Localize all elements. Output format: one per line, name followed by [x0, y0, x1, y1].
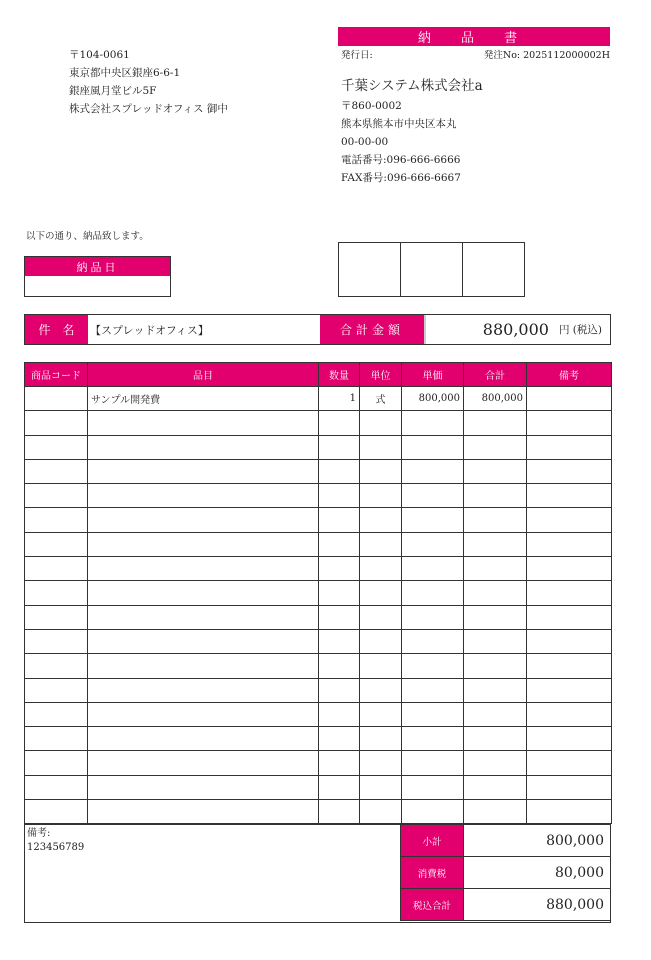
cell-item[interactable] — [88, 605, 319, 629]
cell-item[interactable] — [88, 727, 319, 751]
tax-value: 80,000 — [463, 857, 610, 888]
issuer-tel: 電話番号:096-666-6666 — [341, 154, 461, 166]
issuer-address: 熊本県熊本市中央区本丸 — [341, 118, 457, 130]
cell-quantity[interactable] — [319, 459, 360, 483]
cell-unit-price[interactable] — [402, 581, 464, 605]
cell-total[interactable] — [464, 508, 527, 532]
cell-remarks[interactable] — [527, 775, 612, 799]
cell-product-code[interactable] — [25, 581, 88, 605]
cell-remarks[interactable] — [527, 678, 612, 702]
cell-quantity[interactable] — [319, 629, 360, 653]
cell-quantity[interactable] — [319, 508, 360, 532]
cell-total[interactable] — [464, 581, 527, 605]
cell-remarks[interactable] — [527, 411, 612, 435]
table-row — [25, 727, 612, 751]
cell-unit-price[interactable] — [402, 775, 464, 799]
cell-remarks[interactable] — [527, 557, 612, 581]
issuer-fax: FAX番号:096-666-6667 — [341, 172, 461, 184]
cell-product-code[interactable] — [25, 678, 88, 702]
cell-unit-price[interactable]: 800,000 — [402, 387, 464, 411]
cell-quantity[interactable] — [319, 654, 360, 678]
cell-product-code[interactable] — [25, 800, 88, 824]
cell-item[interactable] — [88, 702, 319, 726]
cell-unit-price[interactable] — [402, 702, 464, 726]
delivery-date-label: 納品日 — [25, 257, 170, 276]
table-row — [25, 484, 612, 508]
stamp-boxes — [338, 242, 525, 297]
cell-unit[interactable] — [360, 605, 402, 629]
cell-item[interactable] — [88, 484, 319, 508]
issue-info-row — [341, 47, 610, 61]
header-quantity: 数量 — [319, 363, 360, 387]
tax-label: 消費税 — [401, 857, 463, 888]
header-total: 合計 — [464, 363, 527, 387]
cell-item[interactable] — [88, 557, 319, 581]
cell-unit[interactable] — [360, 654, 402, 678]
cell-remarks[interactable] — [527, 800, 612, 824]
cell-unit-price[interactable] — [402, 654, 464, 678]
delivery-date-value[interactable] — [25, 276, 170, 296]
cell-total[interactable] — [464, 484, 527, 508]
cell-quantity[interactable] — [319, 435, 360, 459]
items-body — [25, 387, 612, 824]
table-row — [25, 557, 612, 581]
stamp-box-3 — [462, 242, 525, 297]
cell-remarks[interactable] — [527, 581, 612, 605]
cell-product-code[interactable] — [25, 605, 88, 629]
cell-unit[interactable] — [360, 727, 402, 751]
summary-row-grand-total — [400, 888, 611, 921]
table-row — [25, 775, 612, 799]
delivery-date-box — [24, 256, 171, 297]
table-row — [25, 800, 612, 824]
cell-total[interactable] — [464, 727, 527, 751]
issuer-postal: 〒860-0002 — [341, 100, 402, 112]
table-row — [25, 387, 612, 411]
cell-item[interactable] — [88, 435, 319, 459]
table-row — [25, 508, 612, 532]
cell-unit[interactable] — [360, 775, 402, 799]
cell-total[interactable] — [464, 459, 527, 483]
order-number: 発注No: 2025112000002H — [483, 50, 610, 61]
cell-unit-price[interactable] — [402, 435, 464, 459]
cell-unit[interactable] — [360, 532, 402, 556]
cell-unit[interactable] — [360, 581, 402, 605]
cell-total[interactable]: 800,000 — [464, 387, 527, 411]
cell-quantity[interactable] — [319, 678, 360, 702]
recipient-postal: 〒104-0061 — [69, 49, 130, 61]
cell-unit-price[interactable] — [402, 411, 464, 435]
issue-date-label: 発行日: — [341, 50, 373, 61]
cell-total[interactable] — [464, 702, 527, 726]
cell-item[interactable] — [88, 532, 319, 556]
recipient-block — [69, 46, 228, 118]
document-title: 納 品 書 — [338, 27, 610, 46]
cell-item[interactable] — [88, 800, 319, 824]
cell-product-code[interactable] — [25, 532, 88, 556]
cell-unit[interactable] — [360, 459, 402, 483]
table-row — [25, 702, 612, 726]
cell-item[interactable] — [88, 459, 319, 483]
cell-item[interactable] — [88, 678, 319, 702]
cell-remarks[interactable] — [527, 387, 612, 411]
cell-product-code[interactable] — [25, 557, 88, 581]
cell-item[interactable] — [88, 629, 319, 653]
items-table — [24, 362, 612, 824]
items-header-row — [25, 363, 612, 387]
subject-label: 件名 — [25, 315, 88, 344]
cell-product-code[interactable] — [25, 727, 88, 751]
cell-product-code[interactable] — [25, 775, 88, 799]
header-item: 品目 — [88, 363, 319, 387]
cell-unit-price[interactable] — [402, 557, 464, 581]
total-amount-label: 合計金額 — [320, 315, 424, 344]
cell-unit[interactable]: 式 — [360, 387, 402, 411]
cell-item[interactable] — [88, 581, 319, 605]
cell-unit[interactable] — [360, 508, 402, 532]
cell-remarks[interactable] — [527, 751, 612, 775]
issuer-block — [341, 76, 483, 187]
cell-unit[interactable] — [360, 435, 402, 459]
cell-item[interactable] — [88, 775, 319, 799]
cell-remarks[interactable] — [527, 459, 612, 483]
cell-quantity[interactable] — [319, 581, 360, 605]
cell-total[interactable] — [464, 678, 527, 702]
cell-product-code[interactable] — [25, 484, 88, 508]
cell-remarks[interactable] — [527, 629, 612, 653]
subtotal-value: 800,000 — [463, 825, 610, 856]
cell-remarks[interactable] — [527, 702, 612, 726]
recipient-address-2: 銀座風月堂ビル5F — [69, 85, 157, 97]
cell-total[interactable] — [464, 775, 527, 799]
cell-product-code[interactable] — [25, 629, 88, 653]
cell-item[interactable] — [88, 654, 319, 678]
cell-quantity[interactable] — [319, 484, 360, 508]
cell-total[interactable] — [464, 411, 527, 435]
summary-row-subtotal — [400, 824, 611, 857]
subtotal-label: 小計 — [401, 825, 463, 856]
total-amount-cell — [424, 315, 610, 344]
cell-unit[interactable] — [360, 484, 402, 508]
table-row — [25, 435, 612, 459]
header-unit-price: 単価 — [402, 363, 464, 387]
header-unit: 単位 — [360, 363, 402, 387]
table-row — [25, 532, 612, 556]
cell-total[interactable] — [464, 605, 527, 629]
cell-total[interactable] — [464, 532, 527, 556]
cell-unit[interactable] — [360, 702, 402, 726]
header-remarks: 備考 — [527, 363, 612, 387]
table-row — [25, 581, 612, 605]
cell-item[interactable] — [88, 751, 319, 775]
cell-quantity[interactable] — [319, 411, 360, 435]
cell-unit-price[interactable] — [402, 800, 464, 824]
issuer-address-2: 00-00-00 — [341, 136, 389, 148]
recipient-name: 株式会社スプレッドオフィス 御中 — [69, 103, 228, 115]
stamp-box-1 — [338, 242, 401, 297]
cell-unit[interactable] — [360, 557, 402, 581]
cell-unit[interactable] — [360, 800, 402, 824]
cell-quantity[interactable] — [319, 727, 360, 751]
summary-row-tax — [400, 856, 611, 889]
notes-block — [27, 827, 84, 855]
cell-remarks[interactable] — [527, 532, 612, 556]
cell-quantity[interactable] — [319, 800, 360, 824]
cell-remarks[interactable] — [527, 484, 612, 508]
stamp-box-2 — [400, 242, 463, 297]
grand-total-label: 税込合計 — [401, 889, 463, 920]
cell-remarks[interactable] — [527, 654, 612, 678]
cell-product-code[interactable] — [25, 411, 88, 435]
cell-total[interactable] — [464, 629, 527, 653]
notes-value[interactable]: 123456789 — [27, 842, 85, 853]
cell-unit-price[interactable] — [402, 532, 464, 556]
cell-total[interactable] — [464, 751, 527, 775]
table-row — [25, 654, 612, 678]
cell-remarks[interactable] — [527, 727, 612, 751]
cell-unit-price[interactable] — [402, 751, 464, 775]
cell-product-code[interactable] — [25, 387, 88, 411]
cell-unit-price[interactable] — [402, 678, 464, 702]
cell-product-code[interactable] — [25, 508, 88, 532]
cell-product-code[interactable] — [25, 702, 88, 726]
cell-unit-price[interactable] — [402, 508, 464, 532]
grand-total-value: 880,000 — [463, 889, 610, 920]
cell-quantity[interactable] — [319, 605, 360, 629]
total-amount-value: 880,000 — [482, 320, 549, 339]
cell-unit[interactable] — [360, 678, 402, 702]
cell-item[interactable]: サンプル開発費 — [88, 387, 319, 411]
notes-label: 備考: — [27, 828, 51, 839]
header-product-code: 商品コード — [25, 363, 88, 387]
table-row — [25, 678, 612, 702]
intro-text: 以下の通り、納品致します。 — [26, 231, 149, 242]
cell-item[interactable] — [88, 411, 319, 435]
summary-block — [400, 824, 611, 921]
cell-quantity[interactable] — [319, 557, 360, 581]
cell-product-code[interactable] — [25, 459, 88, 483]
cell-item[interactable] — [88, 508, 319, 532]
cell-remarks[interactable] — [527, 508, 612, 532]
cell-unit[interactable] — [360, 751, 402, 775]
cell-product-code[interactable] — [25, 751, 88, 775]
cell-quantity[interactable] — [319, 702, 360, 726]
cell-unit-price[interactable] — [402, 484, 464, 508]
cell-unit-price[interactable] — [402, 629, 464, 653]
cell-unit[interactable] — [360, 629, 402, 653]
cell-product-code[interactable] — [25, 654, 88, 678]
cell-quantity[interactable] — [319, 751, 360, 775]
footer-block — [24, 824, 611, 923]
table-row — [25, 411, 612, 435]
subject-value[interactable]: 【スプレッドオフィス】 — [90, 323, 209, 337]
recipient-address-1: 東京都中央区銀座6-6-1 — [69, 67, 181, 79]
cell-remarks[interactable] — [527, 435, 612, 459]
issuer-company: 千葉システム株式会社a — [341, 78, 483, 94]
table-row — [25, 751, 612, 775]
subject-row — [24, 314, 611, 345]
cell-quantity[interactable] — [319, 532, 360, 556]
cell-total[interactable] — [464, 800, 527, 824]
cell-unit-price[interactable] — [402, 459, 464, 483]
total-amount-unit: 円 (税込) — [558, 324, 602, 336]
cell-total[interactable] — [464, 557, 527, 581]
cell-product-code[interactable] — [25, 435, 88, 459]
cell-total[interactable] — [464, 435, 527, 459]
table-row — [25, 459, 612, 483]
table-row — [25, 605, 612, 629]
cell-unit-price[interactable] — [402, 727, 464, 751]
cell-quantity[interactable]: 1 — [319, 387, 360, 411]
cell-unit[interactable] — [360, 411, 402, 435]
table-row — [25, 629, 612, 653]
cell-quantity[interactable] — [319, 775, 360, 799]
cell-remarks[interactable] — [527, 605, 612, 629]
cell-total[interactable] — [464, 654, 527, 678]
cell-unit-price[interactable] — [402, 605, 464, 629]
